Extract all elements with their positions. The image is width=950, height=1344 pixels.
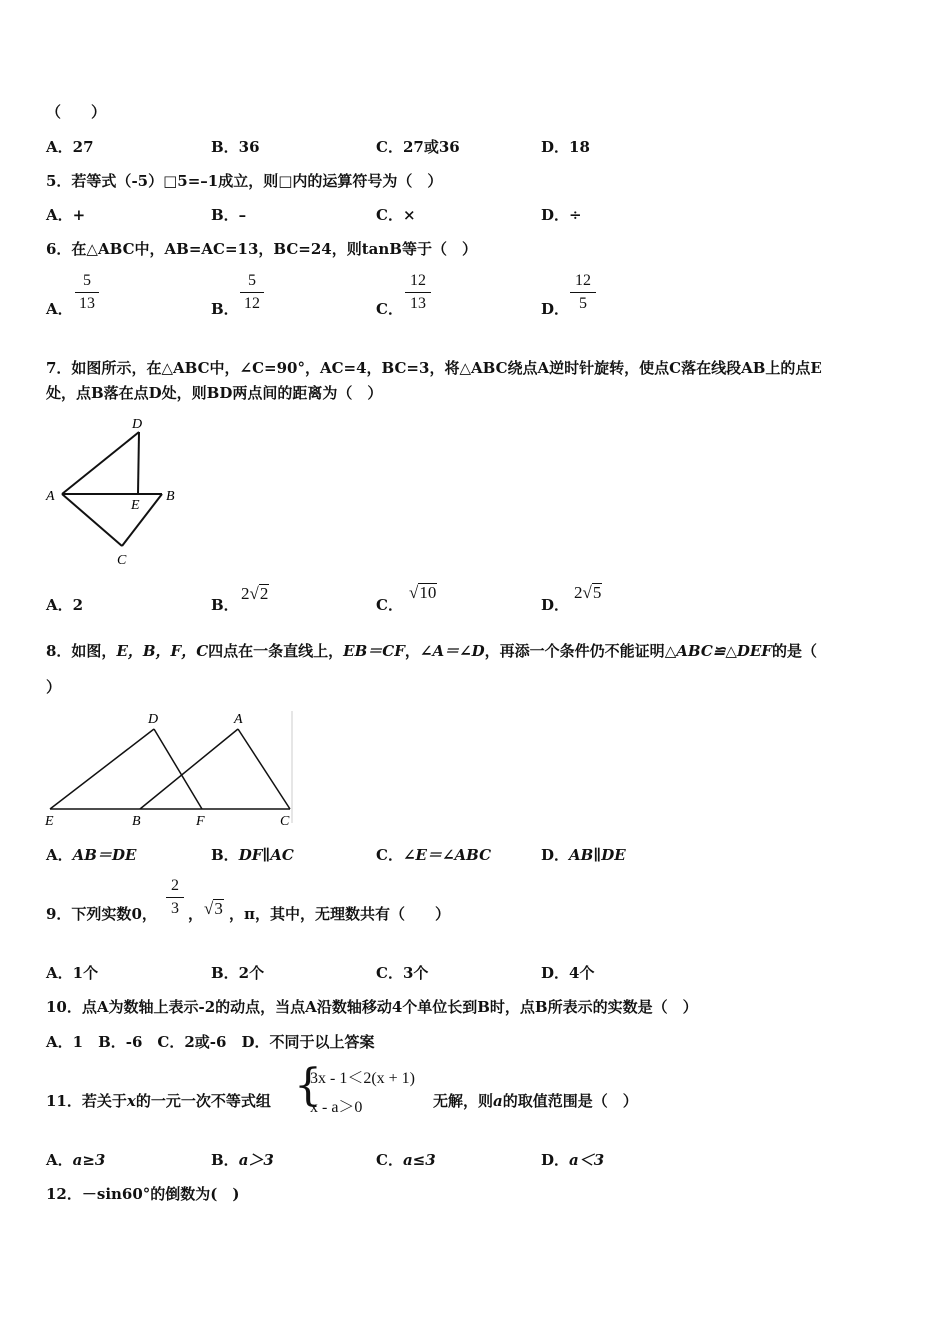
q4-option-c: C．27或36 [376, 138, 460, 156]
q8-segment-ed [50, 729, 154, 809]
q9-text-prefix: 9．下列实数0， [46, 905, 157, 923]
q7-option-a: A．2 [46, 596, 84, 614]
q4-bracket: （ ） [46, 103, 107, 121]
q6-option-b-label: B． [211, 300, 239, 318]
q11-option-a: A．a≥3 [46, 1151, 106, 1169]
q5-option-b: B．– [211, 206, 247, 224]
q7-label-a: A [46, 489, 55, 504]
q8-label-b: B [132, 814, 141, 829]
q4-option-b: B．36 [211, 138, 260, 156]
q7-option-c-label: C． [376, 596, 403, 614]
q5-option-d: D．÷ [541, 206, 582, 224]
q9-separator: ， [188, 905, 204, 923]
q7-label-c: C [117, 553, 127, 568]
q11-text-suffix: 无解，则a的取值范围是（ ） [433, 1092, 638, 1110]
q6-fraction-d: 12 5 [570, 272, 596, 313]
q11-option-d: D．a＜3 [541, 1151, 605, 1169]
q8-option-d: D．AB∥DE [541, 846, 626, 864]
q8-figure [40, 705, 300, 830]
q7-segment-cb [122, 494, 162, 546]
q6-option-a-label: A． [46, 300, 73, 318]
q7-radical-b: 2√2 [241, 584, 269, 603]
q9-radical: √3 [204, 899, 223, 918]
q7-segment-ac [62, 494, 122, 546]
q9-option-b: B．2个 [211, 964, 265, 982]
q5-option-a: A．+ [46, 206, 86, 224]
q6-fraction-c: 12 13 [405, 272, 431, 313]
q11-option-c: C．a≤3 [376, 1151, 436, 1169]
q6-option-d-label: D． [541, 300, 570, 318]
q7-text-line1: 7．如图所示，在△ABC中，∠C=90°，AC=4，BC=3，将△ABC绕点A逆时针旋转，使点C落在线段AB上的点E [46, 359, 822, 377]
q7-segment-de [138, 432, 139, 494]
q8-label-f: F [196, 814, 205, 829]
q7-label-d: D [132, 417, 143, 432]
q6-fraction-a: 5 13 [75, 272, 99, 313]
q7-text-line2: 处，点B落在点D处，则BD两点间的距离为（ ） [46, 384, 383, 402]
q11-option-b: B．a＞3 [211, 1151, 274, 1169]
q8-label-c: C [280, 814, 290, 829]
q11-text-prefix: 11．若关于x的一元一次不等式组 [46, 1092, 271, 1110]
q8-text-line2: ） [46, 678, 62, 696]
q9-text-suffix: ，π，其中，无理数共有（ ） [229, 905, 450, 923]
q8-option-b: B．DF∥AC [211, 846, 294, 864]
q7-option-b-label: B． [211, 596, 239, 614]
q7-label-e: E [131, 498, 140, 513]
q9-fraction: 2 3 [166, 877, 184, 918]
q5-text: 5．若等式（-5）□5=–1成立，则□内的运算符号为（ ） [46, 172, 443, 190]
q12-text: 12．－sin60°的倒数为( ) [46, 1185, 240, 1203]
q6-text: 6．在△ABC中，AB=AC=13，BC=24，则tanB等于（ ） [46, 240, 477, 258]
q4-option-a: A．27 [46, 138, 94, 156]
q9-option-a: A．1个 [46, 964, 99, 982]
q9-option-d: D．4个 [541, 964, 595, 982]
q7-label-b: B [166, 489, 175, 504]
q8-label-d: D [148, 712, 159, 727]
q7-option-d-label: D． [541, 596, 570, 614]
q9-option-c: C．3个 [376, 964, 429, 982]
q8-label-e: E [45, 814, 54, 829]
q10-options: A．1 B．-6 C．2或-6 D．不同于以上答案 [46, 1033, 375, 1051]
q5-option-c: C．× [376, 206, 416, 224]
q8-option-a: A．AB＝DE [46, 846, 137, 864]
q10-text: 10．点A为数轴上表示-2的动点，当点A沿数轴移动4个单位长到B时，点B所表示的实数是（ ） [46, 998, 698, 1016]
q11-inequality-1: 3x - 1＜2(x + 1) [310, 1070, 416, 1087]
q8-segment-ba [140, 729, 238, 809]
q4-option-d: D．18 [541, 138, 590, 156]
q6-fraction-b: 5 12 [240, 272, 264, 313]
q7-radical-c: √10 [409, 583, 437, 602]
q7-figure [40, 410, 190, 570]
q6-option-c-label: C． [376, 300, 403, 318]
q8-text-line1: 8．如图，E，B，F，C四点在一条直线上，EB＝CF，∠A＝∠D，再添一个条件仍不能证明△ABC≌△DEF的是（ [46, 642, 817, 660]
q8-option-c: C．∠E＝∠ABC [376, 846, 492, 864]
q8-segment-df [154, 729, 202, 809]
q7-segment-ad [62, 432, 139, 494]
q8-label-a: A [234, 712, 243, 727]
q7-radical-d: 2√5 [574, 583, 602, 602]
q11-brace: { [294, 1060, 322, 1111]
q8-segment-ac [238, 729, 290, 809]
q11-inequality-2: x - a＞0 [310, 1099, 363, 1116]
